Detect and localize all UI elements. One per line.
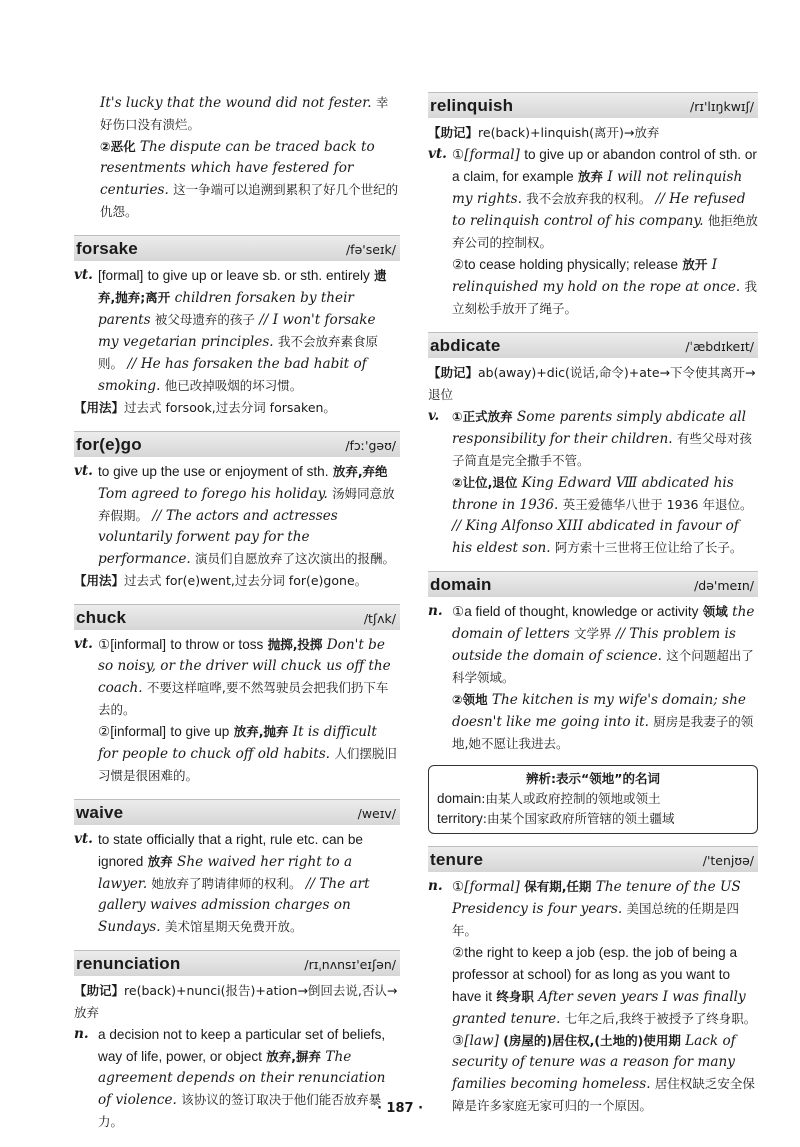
sense-marker: ① — [98, 637, 111, 652]
example-text: King Edward Ⅷ abdicated his throne in 1936. — [452, 475, 734, 513]
translation-text: 这个问题超出了科学领域。 — [452, 648, 754, 685]
headword: forsake — [76, 239, 138, 258]
mnemonic-text: re(back)+linquish(离开)→放弃 — [478, 125, 660, 140]
translation-text: 人们摆脱旧习惯是很困难的。 — [98, 746, 397, 783]
definition: to cease holding physically; release — [464, 257, 679, 272]
register-label: [law] — [464, 1033, 499, 1049]
sense-marker: ③ — [452, 1033, 465, 1048]
definition-zh: (房屋的)居住权,(土地的)使用期 — [503, 1033, 681, 1048]
right-column — [428, 92, 758, 1117]
example-text: // The actors and actresses voluntarily forwent pay for the performance. — [98, 508, 338, 567]
example-text: the domain of letters — [452, 604, 755, 642]
page-number: · 187 · — [376, 1101, 424, 1116]
usage-text: 过去式 for(e)went,过去分词 for(e)gone。 — [124, 573, 368, 588]
example-text: Some parents simply abdicate all responsibility for their children. — [452, 409, 747, 447]
phonetic: /rɪ'lɪŋkwɪʃ/ — [690, 99, 754, 114]
example-text: Lack of security of tenure was a reason for many families becoming homeless. — [452, 1033, 736, 1092]
translation-text: 七年之后,我终于被授予了终身职。 — [564, 1011, 757, 1026]
example-text: // King Alfonso XIII abdicated in favour of his eldest son. — [452, 518, 739, 556]
fester-tail — [74, 92, 400, 223]
register-label: [formal] — [464, 147, 520, 163]
translation-text: 演员们自愿放弃了这次演出的报酬。 — [195, 551, 396, 566]
mnemonic-renunciation — [74, 980, 400, 1024]
sense-marker: ②恶化 — [100, 139, 136, 154]
example-text: // The art gallery waives admission charges on Sundays. — [98, 876, 370, 935]
entry-header-tenure — [428, 846, 758, 872]
example-text: After seven years I was finally granted tenure. — [452, 989, 746, 1027]
definition: to give up the use or enjoyment of sth. — [98, 464, 329, 479]
entry-header-renunciation — [74, 950, 400, 976]
sense-marker: ②让位,退位 — [452, 475, 518, 490]
translation-text: 美国总统的任期是四年。 — [452, 901, 740, 938]
definition: to give up or leave sb. or sth. entirely — [147, 268, 370, 283]
definition-zh: 放开 — [682, 257, 708, 272]
phonetic: /fə'seɪk/ — [345, 242, 396, 257]
translation-text: 我不会放弃素食原则。 — [98, 334, 378, 371]
entry-body-forego — [74, 461, 400, 570]
sense-marker: ① — [452, 879, 465, 894]
phonetic: /'tenjʊə/ — [702, 853, 754, 868]
definition-zh: 终身职 — [496, 989, 534, 1004]
box-term: domain — [437, 791, 482, 806]
sense-marker: ①正式放弃 — [452, 409, 513, 424]
headword: relinquish — [430, 96, 514, 115]
register-label: [informal] — [110, 724, 167, 739]
entry-header-chuck — [74, 604, 400, 630]
box-title: 辨析:表示“领地”的名词 — [526, 771, 660, 786]
entry-header-relinquish — [428, 92, 758, 118]
translation-text: 阿方索十三世将王位让给了长子。 — [554, 540, 743, 555]
entry-body-chuck — [74, 634, 400, 787]
usage-tag: 【用法】 — [74, 573, 125, 588]
example-text: // I won't forsake my vegetarian principles. — [98, 312, 376, 350]
example-text: It's lucky that the wound did not fester. — [100, 95, 372, 111]
translation-text: 有些父母对孩子简直是完全撒手不管。 — [452, 431, 752, 468]
translation-text: 我立刻松手放开了绳子。 — [452, 279, 758, 316]
mnemonic-abdicate — [428, 362, 758, 406]
translation-text: 他拒绝放弃公司的控制权。 — [452, 213, 758, 250]
part-of-speech: vt. — [74, 636, 93, 652]
definition: a decision not to keep a particular set of beliefs, way of life, power, or object — [98, 1027, 386, 1064]
register-label: [formal] — [464, 879, 520, 895]
entry-body-tenure — [428, 876, 758, 1117]
entry-header-abdicate — [428, 332, 758, 358]
definition-zh: 保有期,任期 — [524, 879, 592, 894]
phonetic: /tʃʌk/ — [363, 611, 396, 626]
definition-zh: 放弃,摒弃 — [266, 1049, 322, 1064]
box-text: :由某个国家政府所管辖的领土疆域 — [482, 811, 675, 826]
headword: tenure — [430, 850, 484, 869]
example-text: The tenure of the US Presidency is four years. — [452, 879, 741, 917]
definition-zh: 放弃 — [147, 854, 173, 869]
example-text: children forsaken by their parents — [98, 290, 354, 328]
entry-body-abdicate — [428, 406, 758, 559]
example-text: The agreement depends on their renunciation of violence. — [98, 1049, 386, 1108]
translation-text: 美术馆星期天免费开放。 — [164, 919, 303, 934]
example-text: I relinquished my hold on the rope at once. — [452, 257, 741, 295]
part-of-speech: vt. — [74, 463, 93, 479]
entry-body-relinquish — [428, 144, 758, 320]
entry-header-forego — [74, 431, 400, 457]
translation-text: 汤姆同意放弃假期。 — [98, 486, 395, 523]
translation-text: 好伤口没有溃烂。 — [100, 117, 201, 132]
headword: domain — [430, 575, 492, 594]
box-line — [437, 809, 749, 829]
phonetic: /rɪˌnʌnsɪ'eɪʃən/ — [304, 957, 396, 972]
mnemonic-tag: 【助记】 — [74, 983, 125, 998]
usage-text: 过去式 forsook,过去分词 forsaken。 — [124, 400, 336, 415]
entry-body-domain — [428, 601, 758, 755]
sense-marker: ① — [452, 604, 465, 619]
headword: abdicate — [430, 336, 501, 355]
sense-marker: ② — [452, 257, 465, 272]
phonetic: /fɔː'gəʊ/ — [345, 438, 396, 453]
example-text: // He has forsaken the bad habit of smoking. — [98, 356, 367, 394]
mnemonic-text: re(back)+nunci(报告)+ation→倒回去说,否认→放弃 — [74, 983, 398, 1020]
translation-text: 居住权缺乏安全保障是许多家庭无家可归的一个原因。 — [452, 1076, 755, 1113]
example-text: // This problem is outside the domain of science. — [452, 626, 736, 664]
definition: to give up or abandon control of sth. or a claim, for example — [452, 147, 757, 184]
sense-marker: ②领地 — [452, 692, 488, 707]
phonetic: /weɪv/ — [357, 806, 396, 821]
definition-zh: 领域 — [702, 604, 728, 619]
definition: to give up — [170, 724, 230, 739]
part-of-speech: v. — [428, 408, 440, 424]
translation-text: 文学界 — [574, 626, 612, 641]
sense-marker: ② — [98, 724, 111, 739]
headword: for(e)go — [76, 435, 142, 454]
mnemonic-text: ab(away)+dic(说话,命令)+ate→下令使其离开→退位 — [428, 365, 756, 402]
translation-text: 该协议的签订取决于他们能否放弃暴力。 — [98, 1092, 382, 1129]
translation-text: 幸 — [375, 95, 389, 110]
mnemonic-tag: 【助记】 — [428, 125, 479, 140]
entry-header-domain — [428, 571, 758, 597]
translation-text: 他已改掉吸烟的坏习惯。 — [164, 378, 303, 393]
translation-text: 她放弃了聘请律师的权利。 — [151, 876, 302, 891]
headword: renunciation — [76, 954, 181, 973]
left-column — [74, 92, 400, 1133]
usage-note-forsake — [74, 397, 400, 419]
definition: to state officially that a right, rule etc. can be ignored — [98, 832, 363, 869]
headword: chuck — [76, 608, 127, 627]
example-text: Tom agreed to forego his holiday. — [98, 486, 328, 502]
headword: waive — [76, 803, 124, 822]
entry-header-waive — [74, 799, 400, 825]
mnemonic-relinquish — [428, 122, 758, 144]
definition: the right to keep a job (esp. the job of being a professor at school) for as long as you want to have it — [452, 945, 738, 1004]
definition-zh: 遗弃,抛弃;离开 — [98, 268, 387, 305]
definition: to throw or toss — [170, 637, 264, 652]
sense-marker: ② — [452, 945, 465, 960]
part-of-speech: n. — [428, 878, 443, 894]
example-text: Don't be so noisy, or the driver will chuck us off the coach. — [98, 637, 391, 696]
entry-body-waive — [74, 829, 400, 938]
box-text: :由某人或政府控制的领地或领土 — [481, 791, 661, 806]
sense-marker: ① — [452, 147, 465, 162]
example-text: I will not relinquish my rights. — [452, 169, 743, 207]
usage-tag: 【用法】 — [74, 400, 125, 415]
translation-text: 厨房是我妻子的领地,她不愿让我进去。 — [452, 714, 754, 751]
definition: a field of thought, knowledge or activity — [464, 604, 699, 619]
definition-zh: 放弃,抛弃 — [233, 724, 289, 739]
phonetic: /də'meɪn/ — [694, 578, 754, 593]
box-term: territory — [437, 811, 483, 826]
translation-text: 被父母遗弃的孩子 — [154, 312, 255, 327]
example-text: The dispute can be traced back to resentments which have festered for centuries. — [100, 139, 375, 198]
example-text: It is difficult for people to chuck off old habits. — [98, 724, 377, 762]
translation-text: 英王爱德华八世于 1936 年退位。 — [562, 497, 753, 512]
usage-comparison-box — [428, 765, 758, 834]
definition-zh: 抛掷,投掷 — [267, 637, 323, 652]
register-label: [informal] — [110, 637, 167, 652]
phonetic: /ˈæbdɪkeɪt/ — [685, 339, 754, 354]
part-of-speech: n. — [74, 1026, 89, 1042]
example-text: She waived her right to a lawyer. — [98, 854, 353, 892]
example-text: // He refused to relinquish control of his company. — [452, 191, 746, 229]
definition-zh: 放弃 — [577, 169, 603, 184]
example-text: The kitchen is my wife's domain; she doesn't like me going into it. — [452, 692, 746, 730]
register-label: [formal] — [98, 268, 144, 283]
translation-text: 不要这样喧哗,要不然驾驶员会把我们扔下车去的。 — [98, 680, 389, 717]
mnemonic-tag: 【助记】 — [428, 365, 479, 380]
part-of-speech: n. — [428, 603, 443, 619]
part-of-speech: vt. — [74, 267, 93, 283]
box-line — [437, 789, 749, 809]
translation-text: 这一争端可以追溯到累积了好几个世纪的仇怨。 — [100, 182, 399, 219]
part-of-speech: vt. — [428, 146, 447, 162]
definition-zh: 放弃,弃绝 — [332, 464, 388, 479]
translation-text: 我不会放弃我的权利。 — [526, 191, 652, 206]
entry-body-renunciation — [74, 1024, 400, 1133]
entry-body-forsake — [74, 265, 400, 397]
usage-note-forego — [74, 570, 400, 592]
entry-header-forsake — [74, 235, 400, 261]
part-of-speech: vt. — [74, 831, 93, 847]
